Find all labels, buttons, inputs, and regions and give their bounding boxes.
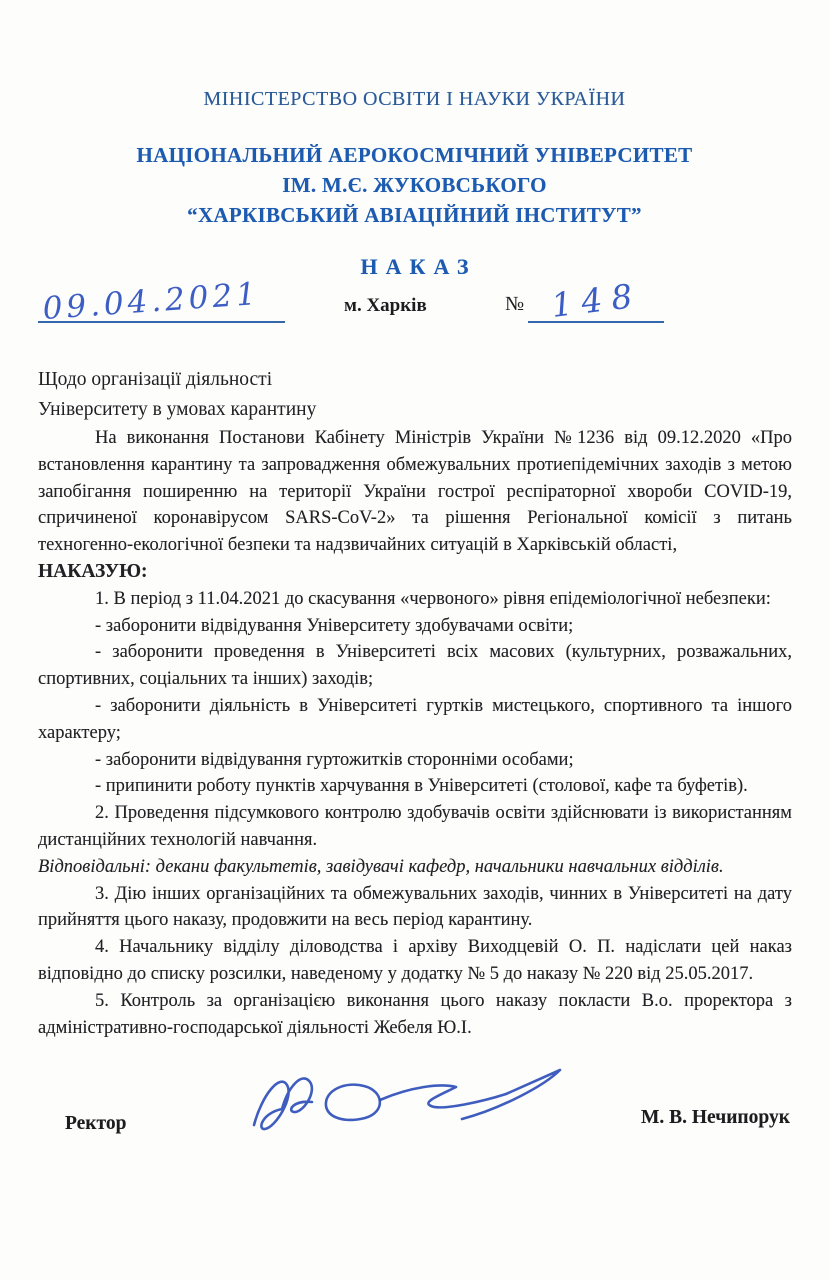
signature-row <box>38 1075 792 1170</box>
date-underline <box>38 275 285 327</box>
responsible-note: Відповідальні: декани факультетів, завідувачі кафедр, начальники навчальних відділів. <box>38 856 724 877</box>
resolution-heading: НАКАЗУЮ: <box>38 560 148 582</box>
order-item-1-bullet-3: - заборонити діяльність в Університеті гуртків мистецького, спортивного та іншого характеру; <box>38 695 792 743</box>
rector-name: М. В. Нечипорук <box>640 1107 790 1129</box>
order-item-1-bullet-1: - заборонити відвідування Університету здобувачами освіти; <box>95 615 574 636</box>
university-name-line-3: “ХАРКІВСЬКИЙ АВІАЦІЙНИЙ ІНСТИТУТ” <box>187 203 642 227</box>
handwritten-date: 09.04.2021 <box>41 275 261 327</box>
city-label: м. Харків <box>344 295 427 316</box>
order-item-1-bullet-5: - припинити роботу пунктів харчування в Університеті (столової, кафе та буфетів). <box>95 776 748 797</box>
university-name <box>0 140 829 230</box>
order-item-5: 5. Контроль за організацією виконання цього наказу покласти В.о. проректора з адміністративно-господарської діяльності Жебеля Ю.І. <box>38 990 792 1038</box>
university-name-line-2: ІМ. М.Є. ЖУКОВСЬКОГО <box>282 173 547 197</box>
subject-line-2: Університету в умовах карантину <box>38 399 317 420</box>
subject-line-1: Щодо організації діяльності <box>38 369 273 390</box>
order-item-2: 2. Проведення підсумкового контролю здобувачів освіти здійснювати із використанням дистанційних технологій навчання. <box>38 803 792 850</box>
university-name-line-1: НАЦІОНАЛЬНИЙ АЕРОКОСМІЧНИЙ УНІВЕРСИТЕТ <box>136 143 693 167</box>
order-issue-row <box>0 275 829 361</box>
number-sign: № <box>505 293 525 315</box>
rector-signature-scribble <box>238 1059 588 1149</box>
preamble-paragraph: На виконання Постанови Кабінету Міністрів України №1236 від 09.12.2020 «Про встановлення карантину та запровадження обмежувальних протиепідемічних заходів з метою запобігання поширенню на території України гострої респіраторної хвороби COVID-19, спричиненої коронавірусом SARS-CoV-2» та рішення Регіональної комісії з питань техногенно-екологічної безпеки та надзвичайних ситуацій в Харківській області, <box>38 428 792 556</box>
handwritten-number: 148 <box>549 275 644 325</box>
order-item-1-bullet-4: - заборонити відвідування гуртожитків сторонніми особами; <box>95 749 574 770</box>
ministry-title: МІНІСТЕРСТВО ОСВІТИ І НАУКИ УКРАЇНИ <box>203 88 626 110</box>
order-item-3: 3. Дію інших організаційних та обмежувальних заходів, чинних в Університеті на дату прийняття цього наказу, продовжити на весь період карантину. <box>38 883 792 931</box>
order-item-1: 1. В період з 11.04.2021 до скасування «червоного» рівня епідеміологічної небезпеки: <box>95 588 771 609</box>
rector-title: Ректор <box>65 1113 127 1135</box>
order-body <box>38 425 792 1170</box>
subject-block <box>38 365 829 425</box>
number-underline <box>528 275 664 325</box>
order-title: НАКАЗ <box>360 254 477 279</box>
order-item-1-bullet-2: - заборонити проведення в Університеті всіх масових (культурних, розважальних, спортивних, соціальних та інших) заходів; <box>38 642 792 690</box>
order-item-4: 4. Начальнику відділу діловодства і архіву Виходцевій О. П. надіслати цей наказ відповідно до списку розсилки, наведеному у додатку № 5 до наказу № 220 від 25.05.2017. <box>38 937 792 984</box>
